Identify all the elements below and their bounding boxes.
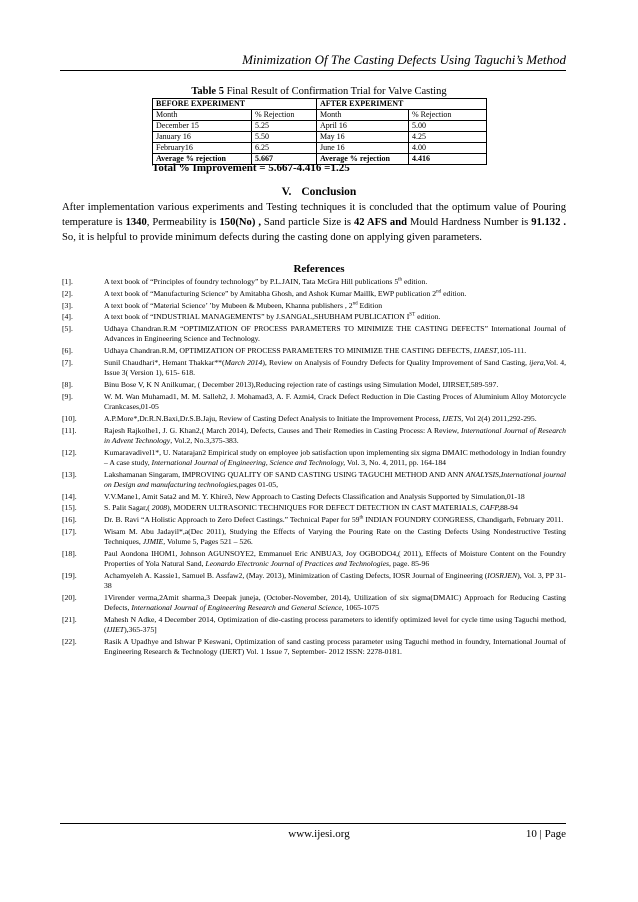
conclusion-bold: 91.132 . [531,217,566,228]
reference-text: edition. [415,312,441,322]
footer-url: www.ijesi.org [288,828,350,840]
conclusion-bold: 150(No) , [219,217,261,228]
reference-sup: ST [409,312,416,318]
reference-text: Binu Bose V, K N Anilkumar, ( December 2013),Reducing rejection rate of castings using Simulation Model, IJIRSET,589-597. [104,379,499,389]
table-row [153,121,487,132]
reference-number: [12]. [62,447,77,457]
reference-text: V.V.Mane1, Amit Sata2 and M. Y. Khire3, New Approach to Casting Defects Classification and Analysis Supported by Simulation,01-18 [104,491,525,501]
reference-text: Edition [357,300,383,310]
reference-italic: IJAEST [473,346,498,356]
reference-text: 88-94 [500,503,518,513]
reference-text: Vol. 4, Issue 3( Version 1), 615- 618. [104,357,566,378]
reference-item [62,503,566,513]
reference-number: [5]. [62,324,73,334]
reference-number: [8]. [62,379,73,389]
reference-text: Lakshamanan Singaram, IMPROVING QUALITY OF SAND CASTING USING TAGUCHI METHOD AND ANN [104,469,466,479]
reference-item [62,593,566,613]
reference-item [62,346,566,356]
column-header: Month [317,110,409,121]
column-header: Month [153,110,252,121]
reference-number: [21]. [62,614,77,624]
section-number: V. [281,186,292,198]
results-table [152,98,487,165]
reference-number: [4]. [62,312,73,322]
reference-number: [19]. [62,570,77,580]
conclusion-bold: 42 AFS and [354,217,408,228]
references-list [62,277,566,659]
reference-number: [6]. [62,346,73,356]
table-cell: 5.25 [252,121,317,132]
reference-text: 1065-1075 [343,603,379,613]
reference-number: [13]. [62,469,77,479]
reference-item [62,277,566,287]
reference-item [62,571,566,591]
table-cell: February16 [153,143,252,154]
conclusion-bold: 1340 [125,217,147,228]
reference-item [62,414,566,424]
reference-text: Udhaya Chandran.R.M, OPTIMIZATION OF PROCESS PARAMETERS TO MINIMIZE THE CASTING DEFECTS, [104,346,474,356]
references-heading: References [293,263,345,275]
table-caption [0,86,638,97]
table-cell: 4.00 [409,143,487,154]
reference-item [62,549,566,569]
reference-text: ,105-111. [497,346,527,356]
conclusion-text: , Permeability is [146,217,220,228]
reference-text: Mahesh N Adke, 4 December 2014, Optimization of die-casting process parameters to identify optimized level for cycle time using Taguchi method, ( [104,614,566,635]
reference-text: edition. [441,288,467,298]
reference-item [62,448,566,468]
reference-number: [20]. [62,592,77,602]
table-cell: 5.667 [252,154,317,165]
table-caption-label: Table 5 [191,86,224,97]
conclusion-text: Mould Hardness Number is [407,217,532,228]
reference-text: Rajesh Rajkolhe1, J. G. Khan2,( March 2014), Defects, Causes and Their Remedies in Casting Process: A Review, [104,425,461,435]
reference-text: pages 01-05, [238,479,279,489]
reference-item [62,515,566,525]
reference-text: Rasik A Upadhye and Ishwar P Keswani, Optimization of sand casting process parameter using Taguchi method in foundry, International Journal of Engineering Research & Technology (IJERT) Vol. 1 Issue 7, September- 2012 ISSN: 2278-0181. [104,636,566,657]
section-title: Conclusion [301,186,357,198]
table-cell: January 16 [153,132,252,143]
conclusion-text: Sand particle Size is [260,217,354,228]
reference-italic: 2008 [151,503,168,513]
reference-text: 1Virender verma,2Amit sharma,3 Deepak juneja, (October-November, 2014), Utilization of six sigma(DMAIC) Approach for Reducing Casting Defects, [104,592,566,613]
reference-italic: IJETS, [442,413,464,423]
table-cell: 4.416 [409,154,487,165]
reference-italic: International Journal of Research in Advent Technology [104,425,567,445]
reference-item [62,615,566,635]
reference-text: Paul Aondona IHOM1, Johnson AGUNSOYE2, Emmanuel Eric ANBUA3, Joy OGBODO4,( 2011), Effects of Moisture Content on the Foundry Properties of Yola Natural Sand, [104,548,566,569]
reference-item [62,301,566,311]
conclusion-text: So, it is helpful to provide minimum defects during the casting done on applying given parameters. [62,232,482,243]
reference-italic: CAFP, [479,503,501,513]
section-heading [0,186,638,198]
reference-text: Udhaya Chandran.R.M “OPTIMIZATION OF PROCESS PARAMETERS TO MINIMIZE THE CASTING DEFECTS” International Journal of Advances in Engineering Science and Technology. [104,324,566,344]
reference-text: Volume 5, Pages 521 – 526. [165,537,253,547]
table-row [153,143,487,154]
reference-text: Sunil Chaudhari*, Hemant Thakkar**( [104,357,225,367]
reference-text: , Vol.2, No.3,375-383. [170,435,239,445]
reference-item [62,637,566,657]
reference-text: ), Review on Analysis of Foundry Defects for Quality Improvement of Sand Casting, [262,357,530,367]
reference-number: [15]. [62,503,77,513]
reference-item [62,324,566,344]
reference-text: Vol. 3, No. 4, 2011, pp. 164-184 [345,457,447,467]
reference-text: A text book of “Material Science’ ’by Mubeen & Mubeen, Khanna publishers , 2 [104,300,353,310]
reference-sup: nd [352,301,358,307]
reference-number: [1]. [62,277,73,286]
reference-italic: JJMIE, [142,537,166,547]
conclusion-text: After implementation various experiments and Testing techniques it is concluded that the optimum value of Pouring temperature is [62,202,566,228]
reference-italic: IOSRJEN [487,570,518,580]
table-cell: April 16 [317,121,409,132]
table-cell: 6.25 [252,143,317,154]
table-cell: 4.25 [409,132,487,143]
reference-text: W. M. Wan Muhamad1, M. M. Salleh2, J. Mohamad3, A. F. Azmi4, Crack Defect Reduction in Die Casting Proces of Aluminium Alloy Motorcycle Crankcases,01-05 [104,391,566,411]
table-column-header [153,110,487,121]
reference-text: A text book of “INDUSTRIAL MANAGEMENTS” by J.SANGAL,SHUBHAM PUBLICATION I [104,312,410,322]
reference-text: edition. [402,277,428,286]
reference-number: [2]. [62,288,73,298]
table-group-header [153,99,487,110]
reference-item [62,380,566,390]
reference-number: [14]. [62,491,77,501]
reference-text: A.P.More*,Dr.R.N.Baxi,Dr.S.B.Jaju, Review of Casting Defect Analysis to Initiate the Improvement Process, [104,413,443,423]
reference-text: S. Palit Sagar,( [104,503,152,513]
reference-text: Achamyeleh A. Kassie1, Samuel B. Assfaw2, (May. 2013), Minimization of Casting Defects, IOSR Journal of Engineering ( [104,570,488,580]
reference-item [62,289,566,299]
table-row [153,132,487,143]
reference-italic: ANALYSIS,International journal on Design and manufacturing technologies, [104,469,566,489]
reference-item [62,492,566,502]
reference-number: [10]. [62,413,77,423]
reference-text: A text book of “Principles of foundry technology” by P.L.JAIN, Tata McGra Hill publications 5 [104,277,399,286]
reference-item [62,358,566,378]
after-experiment-header: AFTER EXPERIMENT [317,99,487,110]
reference-text: INDIAN FOUNDRY CONGRESS, Chandigarh, February 2011. [363,515,564,525]
reference-italic: International Journal of Engineering, Science and Technology, [151,457,346,467]
reference-item [62,527,566,547]
running-header: Minimization Of The Casting Defects Using Taguchi’s Method [242,52,566,67]
conclusion-paragraph [62,200,566,245]
table-cell: June 16 [317,143,409,154]
column-header: % Rejection [409,110,487,121]
reference-item [62,392,566,412]
reference-number: [3]. [62,300,73,310]
reference-sup: th [398,277,403,283]
table-cell: Average % rejection [317,154,409,165]
column-header: % Rejection [252,110,317,121]
header-rule [60,70,566,71]
reference-text: page. 85-96 [390,559,430,569]
reference-item [62,426,566,446]
reference-text: Wisam M. Abu Jadayil*,a(Dec 2011), Studying the Effects of Varying the Pouring Rate on the Casting Defects Using Nondestructive Testing Techniques, [104,526,566,547]
reference-number: [9]. [62,391,73,401]
table-cell: Average % rejection [153,154,252,165]
reference-italic: March 2014 [224,357,263,367]
reference-number: [11]. [62,425,77,435]
table-cell: 5.00 [409,121,487,132]
reference-text: A text book of “Manufacturing Science” by Amitabha Ghosh, and Ashok Kumar Maillk, EWP publication 2 [104,288,437,298]
reference-number: [16]. [62,515,77,525]
reference-italic: ijera, [529,357,546,367]
reference-item [62,312,566,322]
reference-italic: Leonardo Electronic Journal of Practices and Technologies, [205,559,391,569]
table-cell: May 16 [317,132,409,143]
reference-text: ), Vol. 3, PP 31-38 [104,570,566,591]
reference-sup: th [359,515,364,521]
reference-italic: IJIET [106,625,125,635]
reference-italic: International Journal of Engineering Research and General Science, [131,603,344,613]
reference-text: ),365-375] [124,625,157,635]
reference-item [62,470,566,490]
reference-text: ), MODERN ULTRASONIC TECHNIQUES FOR DEFECT DETECTION IN CAST MATERIALS, [167,503,480,513]
reference-number: [7]. [62,357,73,367]
reference-number: [22]. [62,636,77,646]
table-cell: 5.50 [252,132,317,143]
table-caption-text: Final Result of Confirmation Trial for Valve Casting [223,86,447,97]
before-experiment-header: BEFORE EXPERIMENT [153,99,317,110]
reference-sup: nd [436,289,442,295]
reference-text: Vol 2(4) 2011,292-295. [463,413,537,423]
footer-rule [60,823,566,824]
reference-number: [17]. [62,526,77,536]
reference-text: Dr. B. Ravi “A Holistic Approach to Zero Defect Castings.” Technical Paper for 59 [104,515,360,525]
page-number: 10 | Page [525,828,566,840]
reference-number: [18]. [62,548,77,558]
table-cell: December 15 [153,121,252,132]
total-improvement: Total % Improvement = 5.667-4.416 =1.25 [152,162,350,174]
reference-text: Kumaravadivel1*, U. Natarajan2 Empirical study on employee job satisfaction upon implementing six sigma DMAIC methodology in Indian foundry – A case study, [104,447,566,467]
